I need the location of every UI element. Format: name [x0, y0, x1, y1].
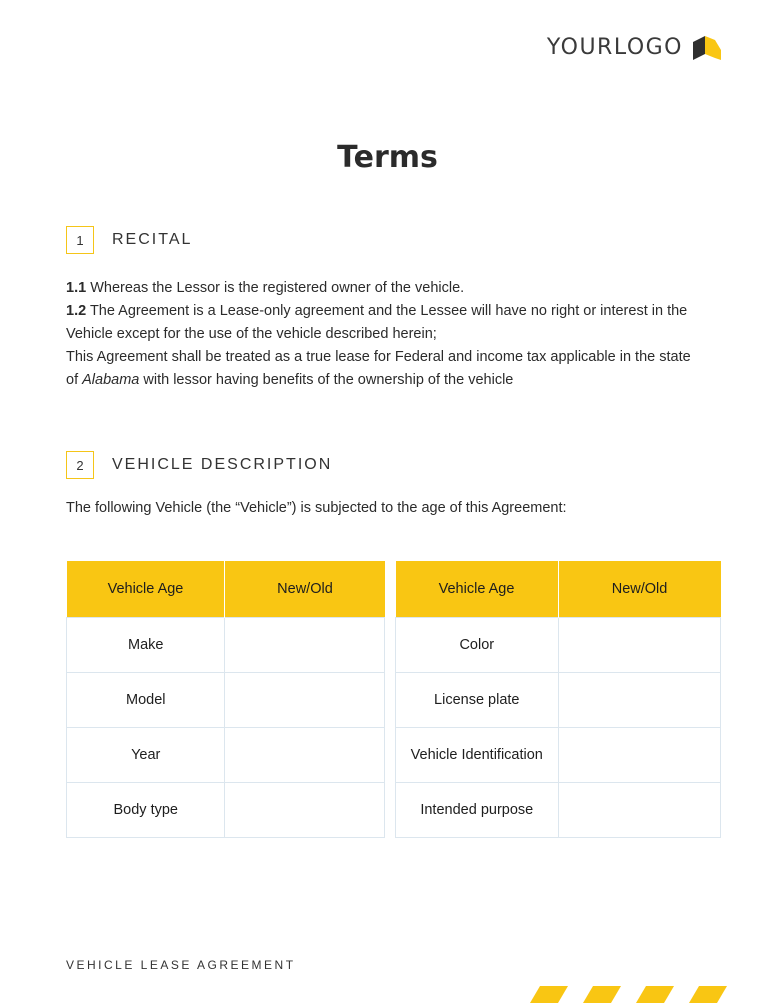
table-row: [67, 618, 385, 673]
section-1-number: 1: [66, 226, 94, 254]
row-label: License plate: [396, 673, 559, 728]
table-row: [67, 673, 385, 728]
column-header: Vehicle Age: [396, 561, 559, 618]
tax-clause-tail: with lessor having benefits of the ownership of the vehicle: [143, 372, 514, 388]
clause-1-1: [66, 277, 706, 300]
table-row: [67, 783, 385, 838]
value-cell[interactable]: [558, 728, 720, 783]
row-label: Model: [67, 673, 225, 728]
row-label: Body type: [67, 783, 225, 838]
section-2-number: 2: [66, 451, 94, 479]
logo-text: YOURLOGO: [546, 35, 683, 60]
row-label: Color: [396, 618, 559, 673]
value-cell[interactable]: [225, 673, 385, 728]
section-1-title: RECITAL: [112, 231, 193, 248]
decorative-stripes-icon: [510, 986, 775, 1003]
vehicle-table-left: [66, 561, 385, 838]
vehicle-table-right: [395, 561, 721, 838]
logo: [547, 35, 721, 60]
column-header: New/Old: [225, 561, 385, 618]
clause-1-2-text: The Agreement is a Lease-only agreement and the Lessee will have no right or interest in the Vehicle except for the use of the vehicle described herein;: [66, 303, 688, 342]
value-cell[interactable]: [558, 618, 720, 673]
table-row: [396, 673, 721, 728]
table-row: [396, 783, 721, 838]
value-cell[interactable]: [558, 783, 720, 838]
table-header-row: [396, 561, 721, 618]
page-title: Terms: [337, 140, 438, 175]
section-2-title: VEHICLE DESCRIPTION: [112, 456, 333, 473]
clause-1-1-text: Whereas the Lessor is the registered owner of the vehicle.: [90, 280, 465, 296]
table-row: [67, 728, 385, 783]
table-header-row: [67, 561, 385, 618]
value-cell[interactable]: [225, 783, 385, 838]
value-cell[interactable]: [225, 728, 385, 783]
row-label: Intended purpose: [396, 783, 559, 838]
value-cell[interactable]: [558, 673, 720, 728]
column-header: Vehicle Age: [67, 561, 225, 618]
table-row: [396, 728, 721, 783]
table-row: [396, 618, 721, 673]
clause-1-2-number: 1.2: [66, 303, 87, 319]
clause-1-2: [66, 300, 706, 346]
row-label: Vehicle Identification: [396, 728, 559, 783]
state-name: Alabama: [82, 372, 140, 388]
footer-label: VEHICLE LEASE AGREEMENT: [66, 958, 296, 972]
clause-1-1-number: 1.1: [66, 280, 87, 296]
column-header: New/Old: [558, 561, 720, 618]
vehicle-intro: The following Vehicle (the “Vehicle”) is subjected to the age of this Agreement:: [66, 500, 567, 516]
row-label: Year: [67, 728, 225, 783]
section-1-header: [66, 226, 192, 254]
tax-clause-text: This Agreement shall be treated as a true lease for Federal and income tax applicable in the state of: [66, 349, 691, 388]
row-label: Make: [67, 618, 225, 673]
tax-clause: [66, 346, 706, 392]
logo-mark-icon: [691, 36, 721, 60]
section-2-header: [66, 451, 332, 479]
recital-text: [66, 277, 706, 392]
value-cell[interactable]: [225, 618, 385, 673]
